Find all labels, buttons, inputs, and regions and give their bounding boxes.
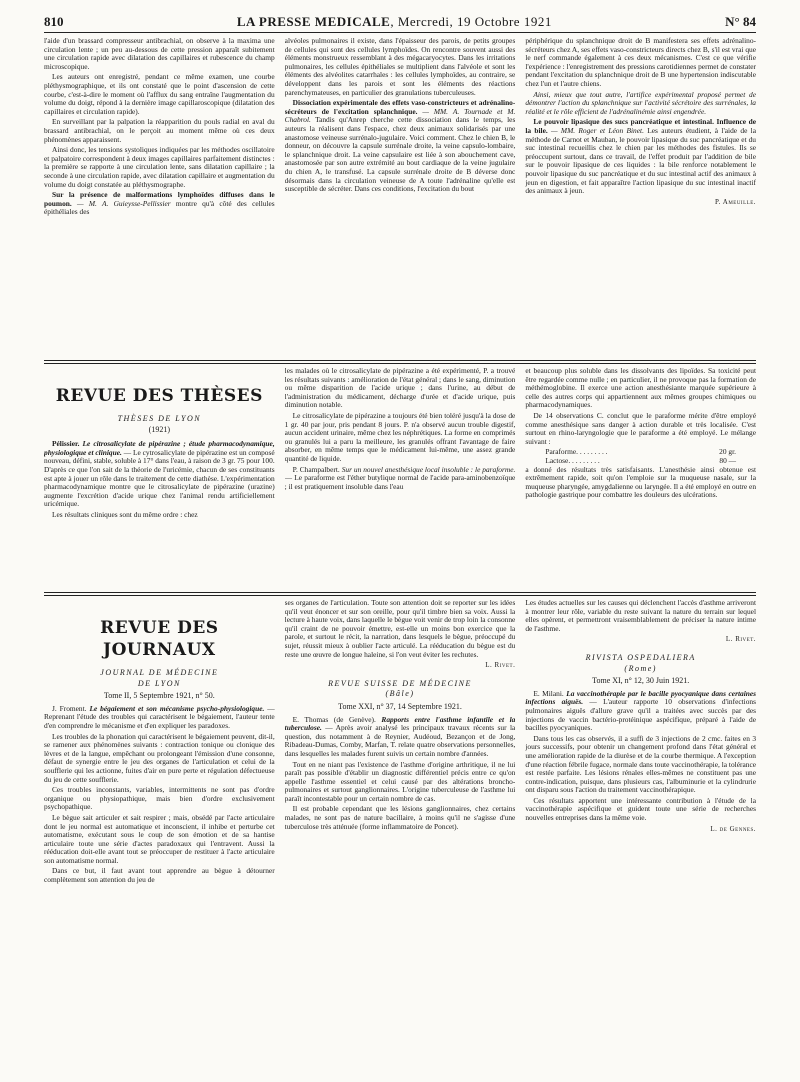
subsection-title: THÈSES DE LYON — [117, 414, 202, 423]
article-author: J. Froment. — [52, 703, 87, 713]
article-paragraph — [285, 466, 516, 492]
paragraph: Les études actuelles sur les causes qui déclenchent l'accès d'asthme arriveront à montrer leur rôle, variable du reste suivant la nature du terrain sur lequel elles opèrent, et permettront vraisemblablement de préciser la nature intime de l'asthme. — [525, 599, 757, 633]
issue-date: , Mercredi, 19 Octobre 1921 — [390, 14, 552, 29]
top-column-3 — [525, 37, 756, 357]
article-title: Le pouvoir lipasique des sucs pancréatique et intestinal. Influence de la bile. — [525, 117, 757, 135]
journal-name: RIVISTA OSPEDALIERA — [585, 652, 696, 662]
section-divider — [44, 592, 756, 596]
section-title: REVUE DES THÈSES — [55, 386, 263, 406]
article-title: Sur un nouvel anesthésique local insoluble : le paraforme. — [339, 464, 516, 474]
paragraph: et beaucoup plus soluble dans les dissolvants des lipoïdes. Sa toxicité peut être regardée comme nulle ; en particulier, il ne provoque pas la formation de méthémoglobine. Il exerce une action anesthésiante marquée supérieure à celle des autres corps qui appartiennent aux mêmes groupes chimiques ou pharmacodynamiques. — [525, 367, 757, 410]
paragraph: a donné des résultats très satisfaisants. L'anesthésie ainsi obtenue est extrêmement rapide, soit qu'on l'emploie sur la muqueuse nasale, sur la muqueuse pharyngée, amygdalienne ou laryngée. Il a été employé en outre en pathologie gastrique pour combattre les douleurs des ulcérations. — [525, 464, 757, 500]
article-authors: — MM. A. Tournade et M. Chabrol. — [284, 106, 516, 125]
paragraph: Il est probable cependant que les lésions ganglionnaires, chez certains malades, ne sont pas de nature bacillaire, à moins qu'il ne s'agisse d'une tuberculose très atténuée (forme inflammatoire de Poncet). — [284, 804, 516, 831]
article-text: — Reprenant l'étude des troubles qui caractérisent le bégaiement, l'auteur tente d'en comprendre le mécanisme et d'en expliquer les paradoxes. — [44, 703, 275, 730]
article-paragraph — [44, 705, 275, 731]
subsection-year: (1921) — [148, 424, 170, 434]
paragraph: les malades où le citrosalicylate de pipérazine a été expérimenté, P. a trouvé les résultats suivants : amélioration de l'état général ; dans le sang, diminution ou même disparition de l'acide urique ; dans l'urine, au début de l'administration du médicament, décharge d'urée et d'acide urique, puis diminution notable. — [284, 367, 516, 410]
paragraph: Tout en ne niant pas l'existence de l'asthme d'origine arthritique, il ne lui paraît pas possible d'établir un diagnostic différentiel précis entre ce qu'on appelle l'asthme essentiel et celui causé par des altérations broncho-pulmonaires et surtout ganglionnaires. L'origine tuberculeuse de l'asthme lui paraît incontestable pour un certain nombre de cas. — [284, 759, 516, 803]
section-title: REVUE DES JOURNAUX — [100, 618, 219, 660]
article-author: E. Thomas — [292, 714, 329, 724]
paragraph: Ainsi donc, les tensions systoliques indiquées par les méthodes oscillatoire et palpatoire correspondent à deux images capillaires parfaitement distinctes : la première se rapporte à une circulation lente, sans dilatation capillaire ; la seconde à une circulation rapide, avec dilatation capillaire et augmentation du volume du doigt constatée au pléthysmographe. — [44, 145, 275, 189]
journaux-column-2 — [285, 599, 516, 1079]
theses-column-2 — [285, 367, 516, 589]
theses-column-1 — [44, 367, 275, 589]
section-divider — [44, 360, 756, 364]
mixture-ingredient: Paraforme. . . . . . . . . — [545, 447, 608, 457]
paragraph: Le citrosalicylate de pipérazine a toujours été bien toléré jusqu'à la dose de 1 gr. 40 par jour, pris pendant 8 jours. P. n'a observé aucun trouble digestif, aucun accident urinaire, même chez les néphrétiques. La forme en comprimés ou granulés lui a paru la meilleure, les granulés offrant l'avantage de faire absorber, en même temps que le médicament lui-même, une assez grande quantité de liquide. — [284, 410, 516, 463]
journaux-column-3 — [525, 599, 756, 1079]
paragraph: Ces résultats apportent une intéressante contribution à l'étude de la vaccinothérapie aspécifique et guident toute une série de recherches nouvelles entreprises dans la même voie. — [525, 795, 757, 823]
signature: P. Ameuille. — [715, 197, 757, 206]
signature: L. Rivet. — [725, 635, 757, 644]
paragraph: De 14 observations C. conclut que le paraforme mérite d'être employé comme anesthésique sans danger à action durable et très localisée. C'est surtout en rhino-laryngologie que le paraforme a été employé. Le mélange suivant : — [525, 410, 757, 446]
article-paragraph — [285, 99, 516, 194]
article-paragraph — [525, 690, 756, 733]
article-title: La vaccinothérapie par le bacille pyocyanique dans certaines infections aiguës. — [525, 688, 757, 707]
article-title: Le bégaiement et son mécanisme psycho-physiologique. — [86, 703, 265, 713]
article-author: P. Champalbert. — [292, 464, 340, 474]
paragraph: ses organes de l'articulation. Toute son attention doit se reporter sur les idées qu'il veut énoncer et sur son oreille, pour qu'il timbre bien sa voix. Aussi la lecture à haute voix, dans laquelle le bègue voit venir de trop loin la consonne qu'il craint de ne pouvoir émettre, est-elle un moins bon exercice que la parole, et surtout le récit, la narration, dans lesquels le bègue, préoccupé du sujet, réussit mieux à oublier l'acte articulé. La rééducation du bègue est du reste une œuvre de longue haleine, si l'on veut éviter les rechutes. — [284, 599, 516, 659]
paragraph: Les résultats cliniques sont du même ordre : chez — [52, 509, 198, 519]
journal-tome: Tome XXI, n° 37, 14 Septembre 1921. — [338, 701, 462, 711]
article-paragraph — [525, 118, 756, 195]
article-paragraph — [44, 440, 275, 509]
article-title: Dissociation expérimentale des effets vaso-constricteurs et adrénalino-sécréteurs de l'excitation splanchnique. — [284, 98, 516, 116]
article-text: — Le cytrosalicylate de pipérazine est un composé nouveau, défini, stable, soluble à 17° dans l'eau, à raison de 3 gr. 75 pour 100. D'après ce que l'on sait de la théorie de l'uricémie, chacun de ses constituants est apte à jouer un rôle dans le traitement de cette diathèse. L'expérimentation pharmacodynamique montre que le citrosalicylate de pipérazine (urazine) augmente l'excrétion d'acide urique chez l'animal rendu artificiellement uricémique. — [44, 447, 275, 509]
paragraph: Ces troubles inconstants, variables, intermittents ne sont pas d'ordre organique ou physiopathique, mais bien d'ordre exclusivement psychopathique. — [44, 785, 275, 812]
journaux-column-1 — [44, 599, 275, 1079]
top-column-1 — [44, 37, 275, 357]
theses-column-3 — [525, 367, 756, 589]
article-paragraph — [285, 716, 516, 759]
mixture-ingredient: Lactose. . . . . . . . . — [545, 455, 600, 465]
journal-tome: Tome XI, n° 12, 30 Juin 1921. — [592, 676, 690, 686]
article-author: E. Milani. — [533, 688, 564, 698]
journal-city: (Rome) — [624, 663, 657, 673]
top-section — [44, 37, 756, 357]
article-text: Tandis qu'Anrep cherche cette dissociation dans le temps, les auteurs la réalisent dans l'espace, chez deux animaux solidarisés par une anastomose veineuse surrénalo-jugulaire. Voici comment. Chez le chien B, le donneur, on découvre la capsule surrénale droite, la veine capsulo-lombaire, le splanchnique droit. La veine capsulaire est liée à son abouchement cave, anastomosée par son autre extrémité au bout cardiaque de la veine jugulaire du chien A, le transfusé. La capsule surrénale droite de B déverse donc désormais dans la circulation veineuse de A toute l'adrénaline qu'elle est susceptible de sécréter. Dans ces conditions, l'excitation du bout — [284, 115, 516, 194]
paragraph: alvéoles pulmonaires il existe, dans l'épaisseur des parois, de petits groupes de cellules qui sont des cellules lymphoïdes. On rencontre souvent aussi des éléments monstrueux ressemblant à des mégacaryocytes. Dans les irritations pulmonaires, les cellules épithéliales se multiplient dans l'alvéole et sont les éléments des alvéolites catarrhales : les cellules lymphoïdes, au contraire, se développent dans les parois et sont les éléments des réactions parenchymateuses, en particulier des granulations tuberculeuses. — [284, 37, 516, 97]
article-authors: — MM. Roger et Léon Binet. — [547, 125, 644, 135]
journal-name: REVUE SUISSE DE MÉDECINE — [328, 678, 472, 688]
mixture-quantity: 80 — — [719, 455, 737, 465]
journal-tome: Tome II, 5 Septembre 1921, n° 50. — [103, 691, 215, 701]
paragraph: Les troubles de la phonation qui caractérisent le bégaiement peuvent, dit-il, se ramener aux phénomènes suivants : contraction tonique ou clonique des lèvres et de la langue, empêchant ou prolongeant l'émission d'une consonne, défaut de synergie entre le jeu des organes de l'articulation et celui de la soufflerie qui les actionne, fuites d'air en pure perte et régulation défectueuse du jeu de cette soufflerie. — [44, 731, 275, 784]
article-text: — Après avoir analysé les principaux travaux récents sur la question, dus notamment à de Reynier, Audéoud, Bezançon et de Jong, Ribadeau-Dumas, Comby, Marfan, T. relate quatre observations personnelles, dans lesquelles les malades furent suivis un certain nombre d'années. — [284, 723, 516, 758]
journal-city: (Bâle) — [385, 689, 415, 699]
journal-name: LA PRESSE MEDICALE — [236, 14, 391, 29]
journal-city: DE LYON — [137, 678, 181, 688]
article-author: Pélissier. — [52, 439, 80, 449]
paragraph: périphérique du splanchnique droit de B manifestera ses effets adrénalino-sécréteurs chez A, ses effets vaso-constricteurs directs chez B, s'il est vrai que le nerf commande également à ces deux mécanismes. C'est ce que vérifie l'expérience : l'enregistrement des pressions carotidiennes permet de constater pendant l'excitation du splanchnique droit de B une hypertension indiscutable chez l'un et l'autre chiens. — [525, 37, 757, 88]
top-column-2 — [285, 37, 516, 357]
signature: L. Rivet. — [485, 661, 516, 670]
newspaper-page — [44, 14, 756, 1074]
paragraph: Dans ce but, il faut avant tout apprendre au bègue à détourner complètement son attention du jeu de — [44, 866, 275, 885]
article-author-place: (de Genève). — [328, 714, 376, 724]
signature: L. de Gennes. — [710, 824, 757, 833]
mixture-quantity: 20 gr. — [719, 447, 737, 457]
article-title: Rapports entre l'asthme infantile et la tuberculose. — [284, 714, 516, 733]
article-authors: — M. A. Guieysse-Pellissier — [71, 198, 171, 208]
paragraph: En surveillant par la palpation la réapparition du pouls radial en aval du brassard antibrachial, on le perçoit au moment même où ces deux phénomènes apparaissent. — [44, 117, 275, 144]
page-header — [44, 14, 756, 33]
paragraph: Le bègue sait articuler et sait respirer ; mais, obsédé par l'acte articulaire dont le jeu normal est automatique et inconscient, il inhibe et perturbe cet automatisme, exécutant sous le coup de son émotion et de sa hantise articulaire toute une série d'actes paradoxaux qui l'entravent. Aussi la rééducation doit-elle avant tout se préoccuper de restituer à l'acte articulaire son automatisme normal. — [44, 812, 275, 865]
article-text: Les auteurs étudient, à l'aide de la méthode de Carnot et Mauban, le pouvoir lipasique du suc pancréatique et du suc intestinal recueillis chez le chien par les méthodes des fistules. Ils se préoccupent surtout, dans ce travail, de l'effet produit par l'addition de bile sur le pouvoir lipasique de ces liquides : la bile renforce notablement le pouvoir lipasique du suc pancréatique et du suc intestinal actif des animaux à jeun en digestion, et fait apparaître l'action lipasique du suc intestinal inactif des animaux à jeun. — [525, 125, 757, 196]
journal-name: JOURNAL DE MÉDECINE — [100, 668, 219, 677]
issue-number: N° 84 — [725, 14, 756, 29]
paragraph: Dans tous les cas observés, il a suffi de 3 injections de 2 cmc. faites en 3 jours successifs, pour obtenir un changement profond dans l'état général et une amélioration rapide de la diurèse et de la courbe thermique. A l'exception d'une réaction fébrile fugace, normale dans toute vaccinothérapie, la tolérance est restée parfaite. Les lésions rénales elles-mêmes ne constituent pas une contre-indication, puisque, dans plusieurs cas, l'albuminurie et la cylindrurie ont disparu sous l'action du traitement vaccinothérapique. — [525, 733, 757, 795]
page-number: 810 — [44, 14, 64, 29]
article-title: Sur la présence de malformations lymphoïdes diffuses dans le poumon. — [44, 190, 275, 208]
article-text: — Le paraforme est l'éther butylique normal de l'acide para-aminobenzoïque ; il est pratiquement insoluble dans l'eau — [284, 473, 516, 491]
article-paragraph — [44, 191, 275, 217]
paragraph: Les auteurs ont enregistré, pendant ce même examen, une courbe pléthysmographique, et ils ont constaté que le point d'ascension de cette courbe, c'est-à-dire le moment où l'afflux du sang entraîne l'augmentation du volume du doigt, répond à la dernière image capillaroscopique (dilatation des capillaires et circulation rapide). — [44, 72, 275, 116]
journal-title — [237, 14, 552, 30]
paragraph: l'aide d'un brassard compresseur antibrachial, on observe à la maxima une circulation lente ; un peu au-dessous de cette pression apparaît subitement une circulation rapide avec dilatation des capillaires et rubescence du champ microscopique. — [44, 37, 275, 71]
theses-section — [44, 367, 756, 589]
paragraph: Ainsi, mieux que tout autre, l'artifice expérimental proposé permet de démontrer l'action du splanchnique sur l'activité sécrétoire des surrénales, la réalité et le rôle efficient de l'adrénalinémie ainsi engendrée. — [525, 89, 757, 116]
article-text: — L'auteur rapporte 10 observations d'infections pulmonaires aiguës d'allure grave qu'il a traitées avec succès par des injections de vaccin bactério-protéinique aspécifique, préparé à l'aide de bacilles pyocyaniques. — [525, 697, 757, 733]
article-text: montre qu'à côté des cellules épithéliales des — [44, 198, 275, 217]
journaux-section — [44, 599, 756, 1079]
article-title: Le citrosalicylate de pipérazine ; étude pharmacodynamique, physiologique et clinique. — [44, 439, 275, 457]
